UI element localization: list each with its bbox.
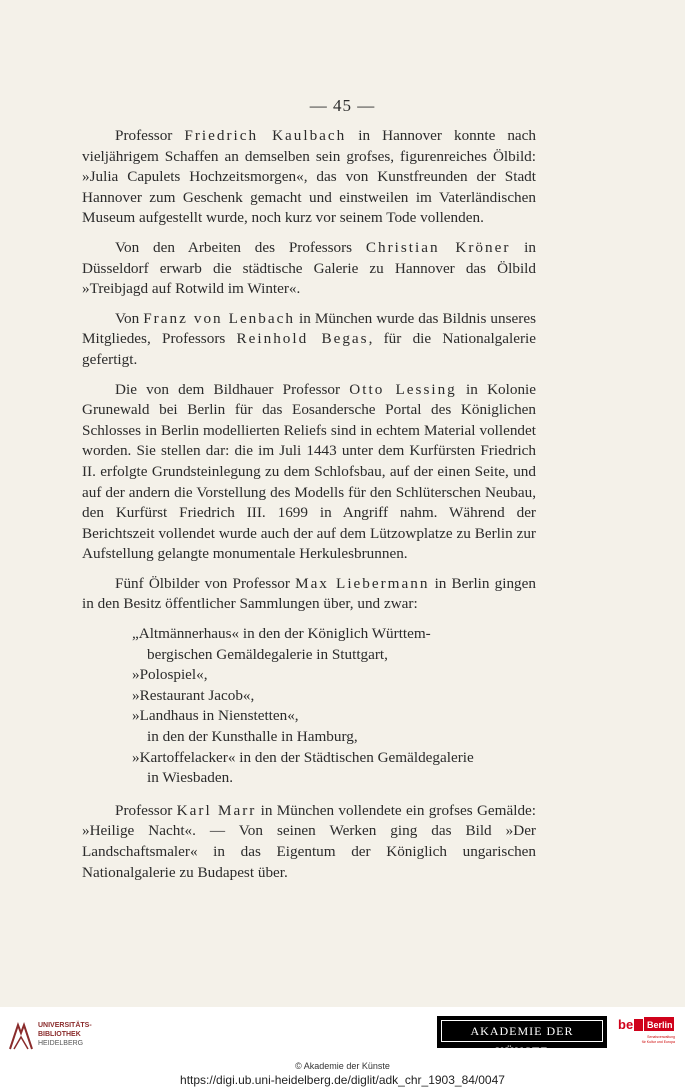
paragraph: [82, 574, 536, 615]
library-line-1: UNIVERSITÄTS-: [38, 1022, 92, 1029]
spaced-name: Karl Marr: [176, 801, 257, 819]
painting-list: [132, 624, 536, 789]
paragraph: [82, 126, 536, 229]
text-run: Die von dem Bildhauer Professor: [115, 380, 350, 398]
text-run: in Düsseldorf erwarb die städtische Galerie zu Hannover das Ölbild »Treibjagd auf Rotwild im Winter«.: [82, 238, 536, 298]
paragraph: [82, 309, 536, 371]
library-line-3: HEIDELBERG: [38, 1040, 84, 1047]
list-item: in den der Kunsthalle in Hamburg,: [147, 728, 358, 746]
text-run: , für die Nationalgalerie gefertigt.: [82, 330, 536, 368]
paragraph: [82, 238, 536, 300]
berlin-senate-line-1: Senatsverwaltung: [647, 1035, 675, 1039]
berlin-senate-text: [623, 1035, 675, 1045]
paragraph: [82, 380, 536, 565]
text-run: in Berlin gingen in den Besitz öffentlicher Sammlungen über, und zwar:: [82, 574, 536, 613]
list-item: in Wiesbaden.: [147, 769, 233, 787]
spaced-name: Otto Lessing: [349, 380, 457, 398]
berlin-senate-line-2: für Kultur und Europa: [641, 1040, 675, 1044]
berlin-logo-prefix: be: [618, 1017, 634, 1032]
page-number: — 45 —: [309, 96, 376, 115]
text-run: Von: [115, 309, 144, 327]
footer: [0, 1007, 685, 1091]
berlin-senate-logo[interactable]: [617, 1015, 675, 1055]
text-run: Professor: [115, 127, 185, 144]
list-item: »Landhaus in Nienstetten«,: [132, 707, 299, 725]
closing-paragraph: [82, 801, 536, 883]
spaced-name: Christian Kröner: [365, 238, 511, 256]
berlin-logo-word: Berlin: [647, 1020, 673, 1030]
library-name[interactable]: [38, 1021, 92, 1048]
text-run: in Hannover konnte nach vieljährigem Schaffen an demselben sein grofses, figurenreiches Ölbild: »Julia Capulets Hochzeitsmorgen«, das von Kunstfreunden der Stadt Hannover zum Geschenk gemacht und einstweilen im Vaterländischen Museum aufgestellt wurde, noch kurz vor seinem Tode vollenden.: [82, 127, 536, 227]
list-item: »Restaurant Jacob«,: [132, 686, 255, 704]
text-run: Von den Arbeiten des Professors: [115, 238, 366, 256]
spaced-name: Reinhold Begas: [236, 330, 369, 348]
list-item: »Kartoffelacker« in den der Städtischen Gemäldegalerie: [132, 748, 474, 766]
spaced-name: Friedrich Kaulbach: [184, 127, 347, 144]
akademie-badge-label: AKADEMIE DER KÜNSTE: [441, 1020, 603, 1042]
university-library-logo-icon[interactable]: [8, 1021, 34, 1051]
body-text: [82, 126, 536, 892]
text-run: in Kolonie Grunewald bei Berlin für das Eosandersche Portal des Königlichen Schlosses in Berlin modellierten Reliefs sind in echtem Material vollendet worden. Sie stellen dar: die im Juli 1443 unter dem Kurfürsten Friedrich II. erfolgte Grundsteinlegung zu dem Schlofsbau, auf der einen Seite, und auf der andern die Vorstellung des Modells für den Schlüterschen Neubau, den Kurfürst Friedrich III. 1699 in Angriff nahm. Während der Berichtszeit vollendet wurde auch der auf dem Lützowplatze zu Berlin zur Aufstellung gelangte monumentale Herkulesbrunnen.: [82, 380, 536, 563]
list-item: „Altmännerhaus« in den der Königlich Württem-: [132, 625, 431, 643]
text-run: Fünf Ölbilder von Professor: [115, 574, 296, 592]
list-item: »Polospiel«,: [132, 666, 208, 684]
library-line-2: BIBLIOTHEK: [38, 1031, 81, 1038]
paragraph-container: [82, 126, 536, 615]
text-run: Professor: [115, 801, 177, 819]
permalink-url[interactable]: https://digi.ub.uni-heidelberg.de/diglit/adk_chr_1903_84/0047: [180, 1073, 505, 1087]
spaced-name: Franz von Lenbach: [143, 309, 295, 327]
text-run: in München wurde das Bildnis unseres Mitgliedes, Professors: [82, 309, 536, 348]
akademie-badge[interactable]: [437, 1016, 607, 1058]
list-item: bergischen Gemäldegalerie in Stuttgart,: [147, 645, 388, 663]
berlin-logo-icon: [617, 1015, 675, 1033]
copyright-notice: © Akademie der Künste: [295, 1061, 390, 1071]
spaced-name: Max Liebermann: [295, 574, 430, 592]
text-run: in München vollendete ein grofses Gemälde: »Heilige Nacht«. — Von seinen Werken ging das Bild »Der Landschaftsmaler« in das Eigentum der Königlich ungarischen Nationalgalerie zu Budapest über.: [82, 801, 536, 881]
